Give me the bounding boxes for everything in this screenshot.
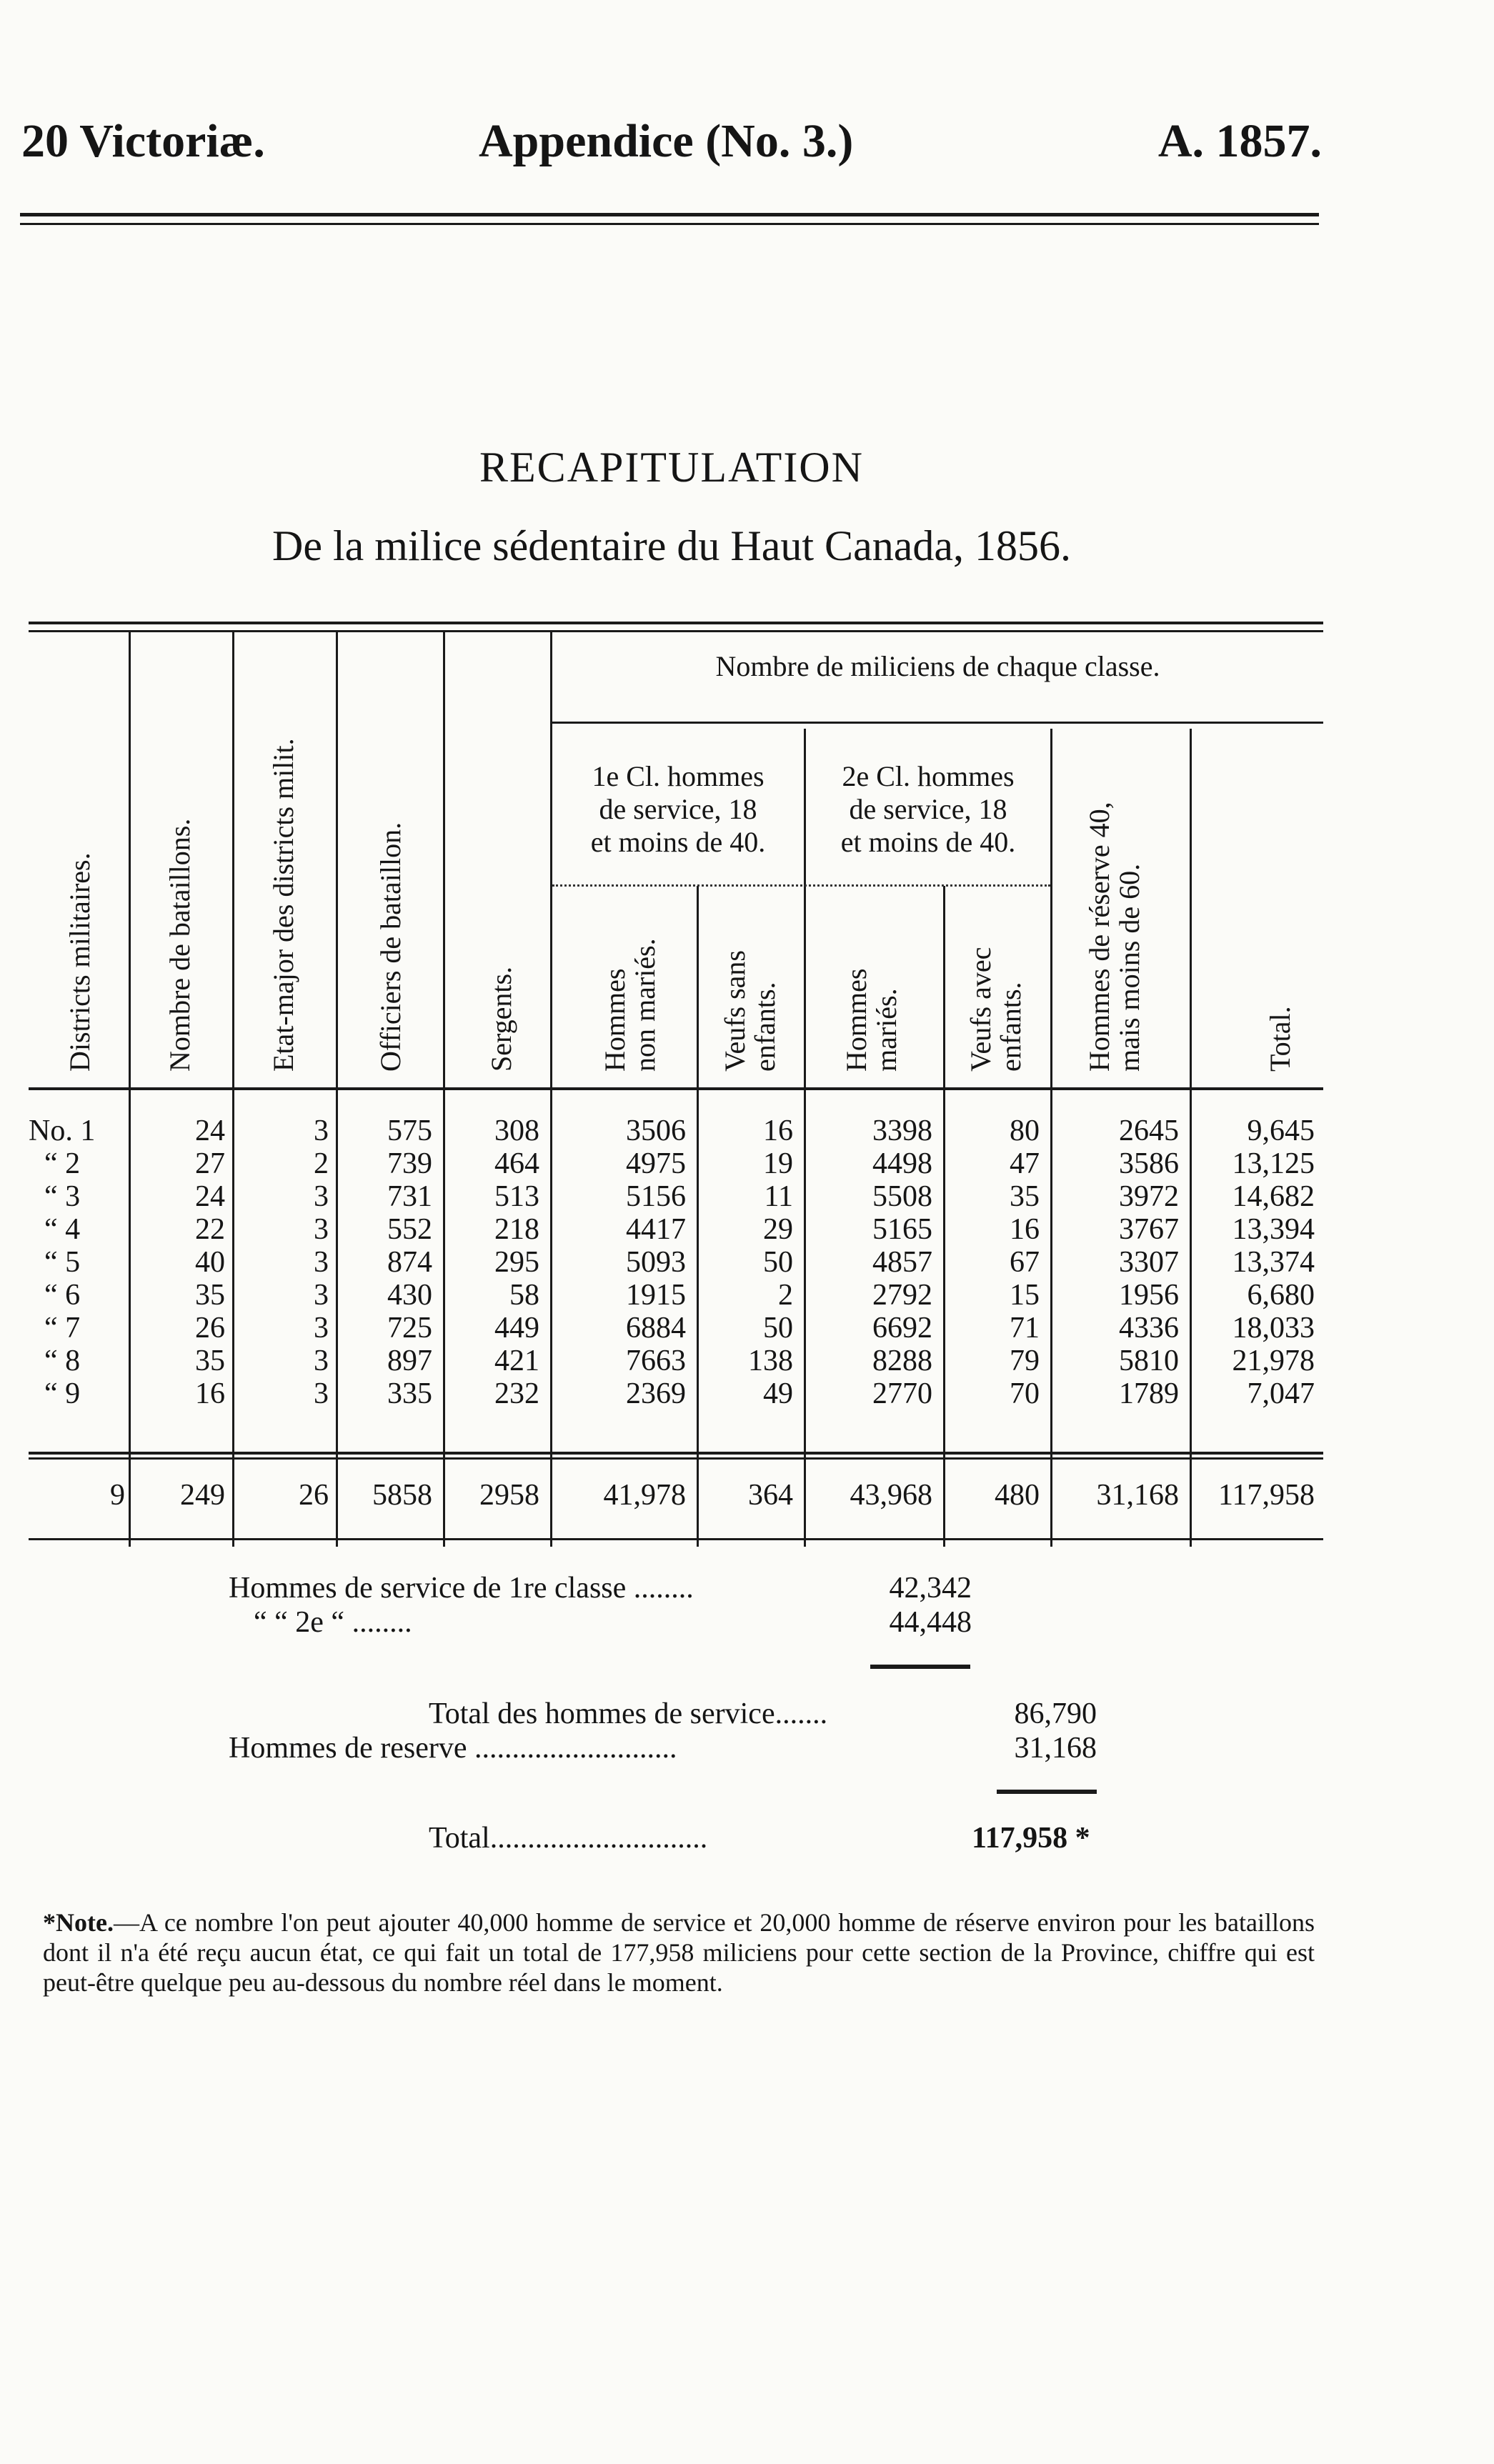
table-cell: 16: [195, 1377, 225, 1410]
total-cell: 43,968: [850, 1479, 932, 1512]
table-cell: 4336: [1119, 1312, 1179, 1345]
summary-line3-value: 86,790: [1014, 1697, 1097, 1730]
table-cell: 449: [494, 1312, 539, 1345]
header-center: Appendice (No. 3.): [479, 115, 854, 167]
table-cell: 3: [314, 1312, 329, 1345]
table-cell: 1789: [1119, 1377, 1179, 1410]
recapitulation-table: [29, 622, 1323, 1543]
table-cell: 47: [1010, 1147, 1040, 1180]
table-cell: 5156: [626, 1180, 686, 1213]
table-cell: 5093: [626, 1246, 686, 1279]
table-cell: 35: [195, 1345, 225, 1377]
table-cell: 2: [314, 1147, 329, 1180]
col-header-line: non mariés.: [629, 938, 661, 1072]
col-header-line: Veufs sans: [719, 950, 751, 1072]
table-cell: 50: [763, 1312, 793, 1345]
table-cell: 2792: [872, 1279, 932, 1312]
table-cell: 2645: [1119, 1114, 1179, 1147]
total-cell: 117,958: [1218, 1479, 1315, 1512]
table-cell: 67: [1010, 1246, 1040, 1279]
summary-line4-value: 31,168: [1014, 1732, 1097, 1765]
table-cell: 552: [387, 1213, 432, 1246]
col-header-line: enfants.: [749, 982, 781, 1072]
col-header-c2-veufs: [966, 947, 1026, 1072]
table-cell: 7,047: [1247, 1377, 1315, 1410]
table-cell: 4975: [626, 1147, 686, 1180]
table-cell: 5810: [1119, 1345, 1179, 1377]
header-bottom-rule: [29, 1087, 1323, 1090]
table-cell: 22: [195, 1213, 225, 1246]
table-cell: 308: [494, 1114, 539, 1147]
table-cell: 58: [509, 1279, 539, 1312]
table-cell: 3972: [1119, 1180, 1179, 1213]
table-cell: 3: [314, 1246, 329, 1279]
col-header-c1-non-maries: [600, 938, 660, 1072]
table-cell: 739: [387, 1147, 432, 1180]
class1-header-line: et moins de 40.: [590, 826, 766, 858]
table-cell: 29: [763, 1213, 793, 1246]
total-cell: 9: [110, 1479, 125, 1512]
group-header-rule: [552, 722, 1323, 724]
class2-header-line: et moins de 40.: [840, 826, 1016, 858]
table-cell: 19: [763, 1147, 793, 1180]
table-cell: 4857: [872, 1246, 932, 1279]
col-header-line: mariés.: [870, 988, 902, 1072]
table-cell: 3: [314, 1345, 329, 1377]
table-cell: 18,033: [1232, 1312, 1315, 1345]
table-cell: 49: [763, 1377, 793, 1410]
table-cell: 6,680: [1247, 1279, 1315, 1312]
table-cell: 9,645: [1247, 1114, 1315, 1147]
total-cell: 480: [995, 1479, 1040, 1512]
table-cell: 16: [1010, 1213, 1040, 1246]
col-header-line: Hommes de réserve 40,: [1083, 802, 1115, 1072]
group-header: Nombre de miliciens de chaque classe.: [715, 650, 1160, 682]
table-cell: 3: [314, 1180, 329, 1213]
table-cell: 3398: [872, 1114, 932, 1147]
table-cell: 26: [195, 1312, 225, 1345]
total-cell: 31,168: [1096, 1479, 1179, 1512]
page-title: RECAPITULATION: [479, 444, 864, 491]
col-header-districts: Districts militaires.: [64, 852, 96, 1072]
table-cell: 430: [387, 1279, 432, 1312]
col-header-line: Hommes: [840, 968, 872, 1072]
total-cell: 249: [180, 1479, 225, 1512]
table-cell: 8288: [872, 1345, 932, 1377]
col-header-c1-veufs: [720, 950, 780, 1072]
table-cell: 464: [494, 1147, 539, 1180]
summary-total-value: 117,958 *: [972, 1822, 1090, 1855]
table-cell: 35: [195, 1279, 225, 1312]
table-top-rule-2: [29, 630, 1323, 632]
footnote: [43, 1907, 1315, 1997]
table-cell: 421: [494, 1345, 539, 1377]
table-cell: 24: [195, 1180, 225, 1213]
col-header-c2-maries: [842, 969, 902, 1072]
class-header-rule: [552, 884, 1050, 887]
footnote-label: *Note.: [43, 1908, 114, 1937]
district-label: “ 5: [44, 1246, 81, 1279]
col-header-line: Veufs avec: [965, 947, 997, 1072]
footnote-text: —A ce nombre l'on peut ajouter 40,000 homme de service et 20,000 homme de réserve environ pour les bataillons dont il n'a été reçu aucun état, ce qui fait un total de 177,958 miliciens pour cette section de la Province, chiffre qui est peut-être quelque peu au-dessous du nombre réel dans le moment.: [43, 1908, 1315, 1997]
total-cell: 26: [299, 1479, 329, 1512]
class1-header-line: 1e Cl. hommes: [592, 760, 765, 792]
table-cell: 79: [1010, 1345, 1040, 1377]
table-cell: 5508: [872, 1180, 932, 1213]
table-cell: 3586: [1119, 1147, 1179, 1180]
table-cell: 874: [387, 1246, 432, 1279]
table-cell: 731: [387, 1180, 432, 1213]
district-label: “ 8: [44, 1345, 81, 1377]
table-cell: 1915: [626, 1279, 686, 1312]
table-top-rule: [29, 622, 1323, 624]
class1-header: [552, 760, 804, 859]
total-cell: 41,978: [603, 1479, 686, 1512]
table-cell: 24: [195, 1114, 225, 1147]
table-cell: 7663: [626, 1345, 686, 1377]
total-cell: 2958: [479, 1479, 539, 1512]
table-cell: 16: [763, 1114, 793, 1147]
table-cell: 725: [387, 1312, 432, 1345]
class2-header-line: de service, 18: [849, 793, 1007, 825]
class2-header: [806, 760, 1050, 859]
table-cell: 40: [195, 1246, 225, 1279]
table-cell: 232: [494, 1377, 539, 1410]
table-cell: 11: [764, 1180, 793, 1213]
totals-top-rule-2: [29, 1457, 1323, 1460]
district-label: “ 4: [44, 1213, 81, 1246]
table-cell: 14,682: [1232, 1180, 1315, 1213]
running-header: [21, 107, 1322, 171]
header-left: 20 Victoriæ.: [21, 115, 265, 167]
table-cell: 6884: [626, 1312, 686, 1345]
col-divider: [1050, 729, 1052, 1547]
table-cell: 13,394: [1232, 1213, 1315, 1246]
table-cell: 1956: [1119, 1279, 1179, 1312]
col-divider: [1190, 729, 1192, 1547]
district-label: “ 9: [44, 1377, 81, 1410]
table-cell: 335: [387, 1377, 432, 1410]
summary-line4-label: Hommes de reserve ...........................: [229, 1732, 677, 1765]
table-cell: 13,374: [1232, 1246, 1315, 1279]
col-header-reserve: [1085, 802, 1145, 1072]
col-header-bataillons: Nombre de bataillons.: [164, 818, 196, 1072]
header-rule-top: [20, 213, 1319, 216]
totals-top-rule: [29, 1452, 1323, 1455]
table-cell: 295: [494, 1246, 539, 1279]
table-cell: 4417: [626, 1213, 686, 1246]
col-header-etat-major: Etat-major des districts milit.: [267, 738, 299, 1072]
table-cell: 3307: [1119, 1246, 1179, 1279]
totals-bottom-rule: [29, 1538, 1323, 1540]
table-cell: 21,978: [1232, 1345, 1315, 1377]
total-cell: 5858: [372, 1479, 432, 1512]
total-cell: 364: [748, 1479, 793, 1512]
col-header-officiers: Officiers de bataillon.: [374, 822, 407, 1072]
col-header-line: Hommes: [599, 968, 631, 1072]
district-label: “ 6: [44, 1279, 81, 1312]
table-cell: 15: [1010, 1279, 1040, 1312]
table-cell: 80: [1010, 1114, 1040, 1147]
table-cell: 2770: [872, 1377, 932, 1410]
class2-header-line: 2e Cl. hommes: [842, 760, 1015, 792]
table-cell: 70: [1010, 1377, 1040, 1410]
district-label: No. 1: [29, 1114, 96, 1147]
table-cell: 13,125: [1232, 1147, 1315, 1180]
summary-line2-label: “ “ 2e “ ........: [254, 1606, 412, 1639]
summary-line3-label: Total des hommes de service.......: [429, 1697, 828, 1730]
summary-total-bar: [997, 1790, 1097, 1794]
table-cell: 3506: [626, 1114, 686, 1147]
table-cell: 5165: [872, 1213, 932, 1246]
table-cell: 2: [778, 1279, 793, 1312]
table-cell: 6692: [872, 1312, 932, 1345]
summary-total-label: Total.............................: [429, 1822, 708, 1855]
table-cell: 3767: [1119, 1213, 1179, 1246]
table-cell: 897: [387, 1345, 432, 1377]
summary-subtotal-bar: [870, 1665, 970, 1669]
table-cell: 513: [494, 1180, 539, 1213]
table-cell: 3: [314, 1213, 329, 1246]
district-label: “ 2: [44, 1147, 81, 1180]
summary-line1-label: Hommes de service de 1re classe ........: [229, 1572, 694, 1605]
table-cell: 3: [314, 1114, 329, 1147]
col-header-line: enfants.: [995, 982, 1027, 1072]
summary-line1-value: 42,342: [889, 1572, 972, 1605]
table-cell: 35: [1010, 1180, 1040, 1213]
table-cell: 71: [1010, 1312, 1040, 1345]
table-cell: 27: [195, 1147, 225, 1180]
header-right: A. 1857.: [1157, 115, 1322, 167]
table-cell: 2369: [626, 1377, 686, 1410]
table-cell: 3: [314, 1377, 329, 1410]
page-subtitle: De la milice sédentaire du Haut Canada, 1856.: [272, 522, 1071, 569]
col-header-sergents: Sergents.: [485, 966, 517, 1072]
class1-header-line: de service, 18: [599, 793, 757, 825]
header-rule-bottom: [20, 223, 1319, 225]
district-label: “ 3: [44, 1180, 81, 1213]
district-label: “ 7: [44, 1312, 81, 1345]
table-cell: 50: [763, 1246, 793, 1279]
col-header-line: mais moins de 60.: [1113, 863, 1145, 1072]
table-cell: 4498: [872, 1147, 932, 1180]
table-cell: 218: [494, 1213, 539, 1246]
table-cell: 575: [387, 1114, 432, 1147]
table-cell: 3: [314, 1279, 329, 1312]
col-header-total: Total.: [1264, 1006, 1296, 1072]
table-cell: 138: [748, 1345, 793, 1377]
summary-line2-value: 44,448: [889, 1606, 972, 1639]
